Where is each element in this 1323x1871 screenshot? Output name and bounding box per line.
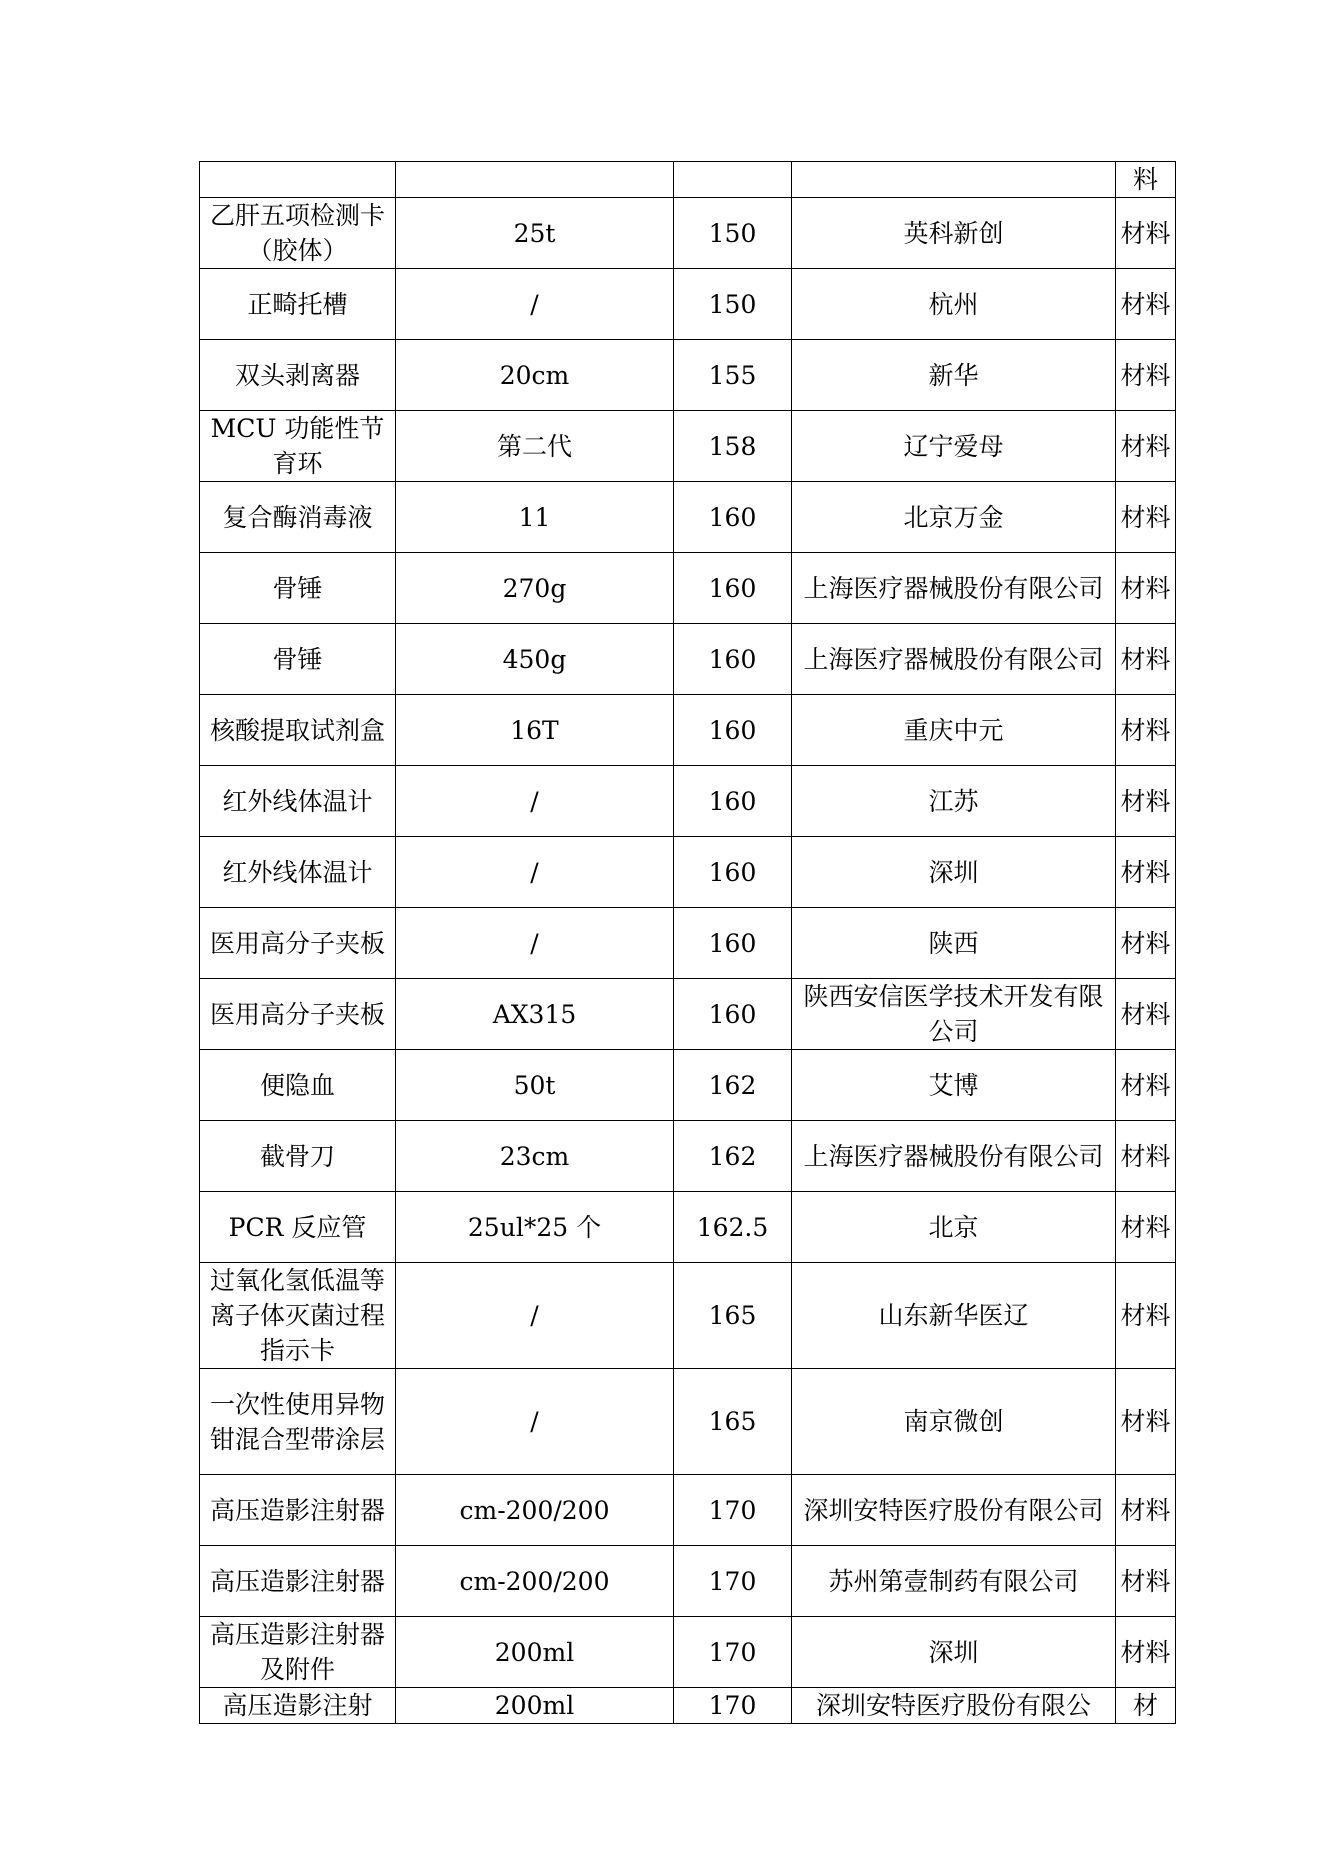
category-cell: 材料 [1116, 1475, 1176, 1546]
price-cell: 170 [674, 1546, 792, 1617]
item-name-cell: 便隐血 [200, 1050, 396, 1121]
spec-cell: 270g [396, 553, 674, 624]
manufacturer-cell: 辽宁爱母 [792, 411, 1116, 482]
item-name-cell: PCR 反应管 [200, 1192, 396, 1263]
category-cell: 材料 [1116, 1263, 1176, 1369]
manufacturer-cell: 英科新创 [792, 198, 1116, 269]
spec-cell: 20cm [396, 340, 674, 411]
spec-cell: cm-200/200 [396, 1475, 674, 1546]
manufacturer-cell: 陕西 [792, 908, 1116, 979]
item-name-cell: 复合酶消毒液 [200, 482, 396, 553]
spec-cell: 23cm [396, 1121, 674, 1192]
manufacturer-cell: 北京 [792, 1192, 1116, 1263]
manufacturer-cell: 艾博 [792, 1050, 1116, 1121]
item-name-cell: 医用高分子夹板 [200, 908, 396, 979]
price-cell [674, 162, 792, 198]
spec-cell: / [396, 1263, 674, 1369]
category-cell: 材料 [1116, 837, 1176, 908]
table-row [200, 624, 1176, 695]
spec-cell [396, 162, 674, 198]
table-row [200, 1617, 1176, 1688]
manufacturer-cell: 山东新华医辽 [792, 1263, 1116, 1369]
spec-cell: 11 [396, 482, 674, 553]
table-row [200, 1050, 1176, 1121]
spec-cell: / [396, 269, 674, 340]
manufacturer-cell: 新华 [792, 340, 1116, 411]
price-cell: 170 [674, 1617, 792, 1688]
category-cell: 材料 [1116, 766, 1176, 837]
spec-cell: 第二代 [396, 411, 674, 482]
spec-cell: 200ml [396, 1617, 674, 1688]
price-cell: 150 [674, 198, 792, 269]
manufacturer-cell: 南京微创 [792, 1369, 1116, 1475]
price-cell: 160 [674, 553, 792, 624]
manufacturer-cell: 杭州 [792, 269, 1116, 340]
item-name-cell: 正畸托槽 [200, 269, 396, 340]
materials-price-table [199, 161, 1176, 1724]
table-row [200, 1475, 1176, 1546]
price-cell: 160 [674, 624, 792, 695]
manufacturer-cell: 深圳 [792, 1617, 1116, 1688]
manufacturer-cell: 江苏 [792, 766, 1116, 837]
item-name-cell: 一次性使用异物钳混合型带涂层 [200, 1369, 396, 1475]
table-row [200, 269, 1176, 340]
category-cell: 材料 [1116, 553, 1176, 624]
item-name-cell: 高压造影注射器及附件 [200, 1617, 396, 1688]
spec-cell: / [396, 837, 674, 908]
table-row [200, 198, 1176, 269]
manufacturer-cell: 上海医疗器械股份有限公司 [792, 553, 1116, 624]
table-row [200, 1263, 1176, 1369]
table-row [200, 837, 1176, 908]
item-name-cell: MCU 功能性节育环 [200, 411, 396, 482]
price-cell: 160 [674, 908, 792, 979]
table-row [200, 1688, 1176, 1724]
item-name-cell [200, 162, 396, 198]
table-row [200, 766, 1176, 837]
category-cell: 材料 [1116, 482, 1176, 553]
manufacturer-cell: 陕西安信医学技术开发有限公司 [792, 979, 1116, 1050]
price-cell: 170 [674, 1475, 792, 1546]
spec-cell: 25ul*25 个 [396, 1192, 674, 1263]
category-cell: 材料 [1116, 1546, 1176, 1617]
price-cell: 160 [674, 695, 792, 766]
price-cell: 160 [674, 482, 792, 553]
manufacturer-cell: 上海医疗器械股份有限公司 [792, 1121, 1116, 1192]
table-row [200, 1121, 1176, 1192]
category-cell: 材料 [1116, 695, 1176, 766]
category-cell: 料 [1116, 162, 1176, 198]
category-cell: 材料 [1116, 269, 1176, 340]
category-cell: 材料 [1116, 1192, 1176, 1263]
item-name-cell: 骨锤 [200, 624, 396, 695]
manufacturer-cell [792, 162, 1116, 198]
price-cell: 155 [674, 340, 792, 411]
price-cell: 150 [674, 269, 792, 340]
table-row [200, 482, 1176, 553]
item-name-cell: 红外线体温计 [200, 766, 396, 837]
category-cell: 材料 [1116, 198, 1176, 269]
item-name-cell: 核酸提取试剂盒 [200, 695, 396, 766]
manufacturer-cell: 深圳安特医疗股份有限公司 [792, 1475, 1116, 1546]
spec-cell: 450g [396, 624, 674, 695]
category-cell: 材料 [1116, 411, 1176, 482]
category-cell: 材料 [1116, 1050, 1176, 1121]
spec-cell: 50t [396, 1050, 674, 1121]
spec-cell: / [396, 1369, 674, 1475]
table-row [200, 1192, 1176, 1263]
table-row [200, 162, 1176, 198]
category-cell: 材料 [1116, 1617, 1176, 1688]
item-name-cell: 红外线体温计 [200, 837, 396, 908]
spec-cell: / [396, 908, 674, 979]
table-body [200, 162, 1176, 1724]
category-cell: 材 [1116, 1688, 1176, 1724]
item-name-cell: 截骨刀 [200, 1121, 396, 1192]
table-row [200, 979, 1176, 1050]
spec-cell: cm-200/200 [396, 1546, 674, 1617]
manufacturer-cell: 深圳 [792, 837, 1116, 908]
price-cell: 158 [674, 411, 792, 482]
item-name-cell: 骨锤 [200, 553, 396, 624]
category-cell: 材料 [1116, 624, 1176, 695]
price-cell: 165 [674, 1369, 792, 1475]
category-cell: 材料 [1116, 1121, 1176, 1192]
item-name-cell: 高压造影注射器 [200, 1546, 396, 1617]
category-cell: 材料 [1116, 908, 1176, 979]
manufacturer-cell: 重庆中元 [792, 695, 1116, 766]
spec-cell: / [396, 766, 674, 837]
price-cell: 170 [674, 1688, 792, 1724]
item-name-cell: 高压造影注射器 [200, 1475, 396, 1546]
item-name-cell: 医用高分子夹板 [200, 979, 396, 1050]
category-cell: 材料 [1116, 979, 1176, 1050]
spec-cell: 16T [396, 695, 674, 766]
table-row [200, 695, 1176, 766]
price-cell: 160 [674, 837, 792, 908]
category-cell: 材料 [1116, 340, 1176, 411]
manufacturer-cell: 上海医疗器械股份有限公司 [792, 624, 1116, 695]
price-cell: 162 [674, 1121, 792, 1192]
manufacturer-cell: 北京万金 [792, 482, 1116, 553]
table-row [200, 340, 1176, 411]
item-name-cell: 高压造影注射 [200, 1688, 396, 1724]
item-name-cell: 双头剥离器 [200, 340, 396, 411]
price-cell: 160 [674, 979, 792, 1050]
manufacturer-cell: 苏州第壹制药有限公司 [792, 1546, 1116, 1617]
category-cell: 材料 [1116, 1369, 1176, 1475]
table-row [200, 411, 1176, 482]
price-cell: 162.5 [674, 1192, 792, 1263]
spec-cell: 25t [396, 198, 674, 269]
table-row [200, 1546, 1176, 1617]
manufacturer-cell: 深圳安特医疗股份有限公 [792, 1688, 1116, 1724]
table-row [200, 908, 1176, 979]
price-cell: 162 [674, 1050, 792, 1121]
spec-cell: AX315 [396, 979, 674, 1050]
item-name-cell: 过氧化氢低温等离子体灭菌过程指示卡 [200, 1263, 396, 1369]
price-cell: 165 [674, 1263, 792, 1369]
item-name-cell: 乙肝五项检测卡（胶体） [200, 198, 396, 269]
spec-cell: 200ml [396, 1688, 674, 1724]
table-row [200, 1369, 1176, 1475]
price-cell: 160 [674, 766, 792, 837]
table-row [200, 553, 1176, 624]
